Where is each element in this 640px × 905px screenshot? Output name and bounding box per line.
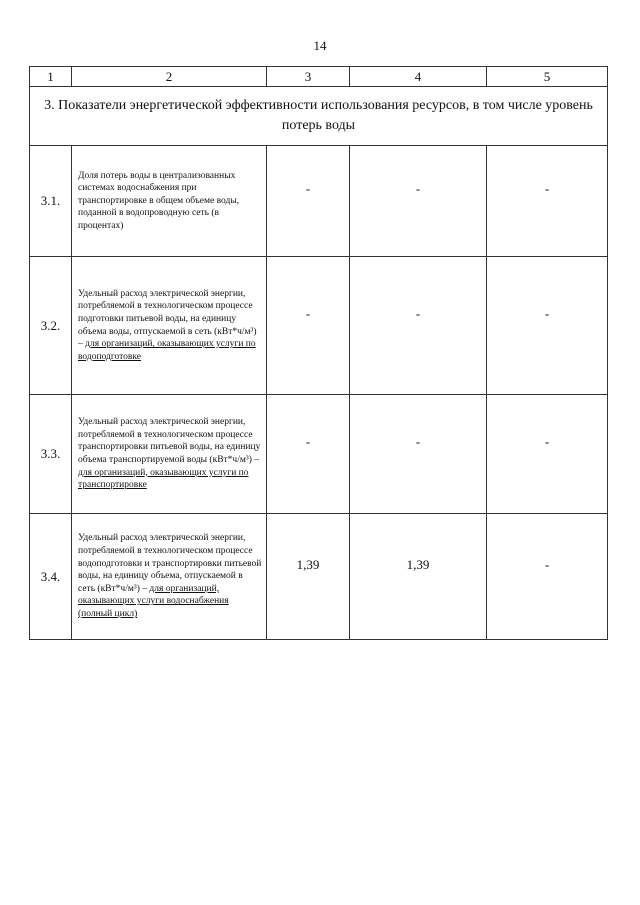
indicators-table <box>29 66 608 640</box>
page-number: 14 <box>313 38 327 53</box>
row-value-col4: - <box>350 257 487 395</box>
header-cell-4: 4 <box>350 67 487 87</box>
table-row <box>30 257 608 395</box>
section-row <box>30 87 608 146</box>
row-number: 3.1. <box>30 146 72 257</box>
section-title: 3. Показатели энергетической эффективности использования ресурсов, в том числе уровень потерь воды <box>30 87 608 146</box>
table-header-row <box>30 67 608 87</box>
row-value-col4: - <box>350 146 487 257</box>
header-cell-3: 3 <box>267 67 350 87</box>
row-value-col3: 1,39 <box>267 514 350 640</box>
row-value-col4: 1,39 <box>350 514 487 640</box>
row-value-col3: - <box>267 257 350 395</box>
row-value-col5: - <box>487 395 608 514</box>
row-number: 3.2. <box>30 257 72 395</box>
row-text-underlined: для организаций, оказывающих услуги по транспортировке <box>78 467 249 491</box>
table-row <box>30 395 608 514</box>
row-value-col5: - <box>487 257 608 395</box>
row-value-col5: - <box>487 514 608 640</box>
row-value-col3: - <box>267 146 350 257</box>
row-description <box>72 395 267 514</box>
row-value-col3: - <box>267 395 350 514</box>
header-cell-2: 2 <box>72 67 267 87</box>
row-text-underlined: для организаций, оказывающих услуги водоснабжения (полный цикл) <box>78 583 229 619</box>
row-number: 3.3. <box>30 395 72 514</box>
row-text: Удельный расход электрической энергии, потребляемой в технологическом процессе подготовки питьевой воды, на единицу объема воды, отпускаемой в сеть (кВт*ч/м³) – <box>78 288 257 350</box>
table-row <box>30 146 608 257</box>
header-cell-5: 5 <box>487 67 608 87</box>
row-number: 3.4. <box>30 514 72 640</box>
row-description <box>72 257 267 395</box>
row-text-underlined: для организаций, оказывающих услуги по водоподготовке <box>78 339 256 362</box>
table-row <box>30 514 608 640</box>
header-cell-1: 1 <box>30 67 72 87</box>
row-value-col5: - <box>487 146 608 257</box>
row-text: Доля потерь воды в централизованных системах водоснабжения при транспортировке в общем объеме воды, поданной в водопроводную сеть (в процентах) <box>78 170 240 231</box>
row-description <box>72 146 267 257</box>
row-description <box>72 514 267 640</box>
row-value-col4: - <box>350 395 487 514</box>
row-text: Удельный расход электрической энергии, потребляемой в технологическом процессе транспортировки питьевой воды, на единицу объема транспортируемой воды (кВт*ч/м³) – <box>78 417 261 465</box>
row-text: Удельный расход электрической энергии, потребляемой в технологическом процессе водоподготовки и транспортировки питьевой воды, на единицу объема, отпускаемой в сеть (кВт*ч/м³) – <box>78 533 262 594</box>
